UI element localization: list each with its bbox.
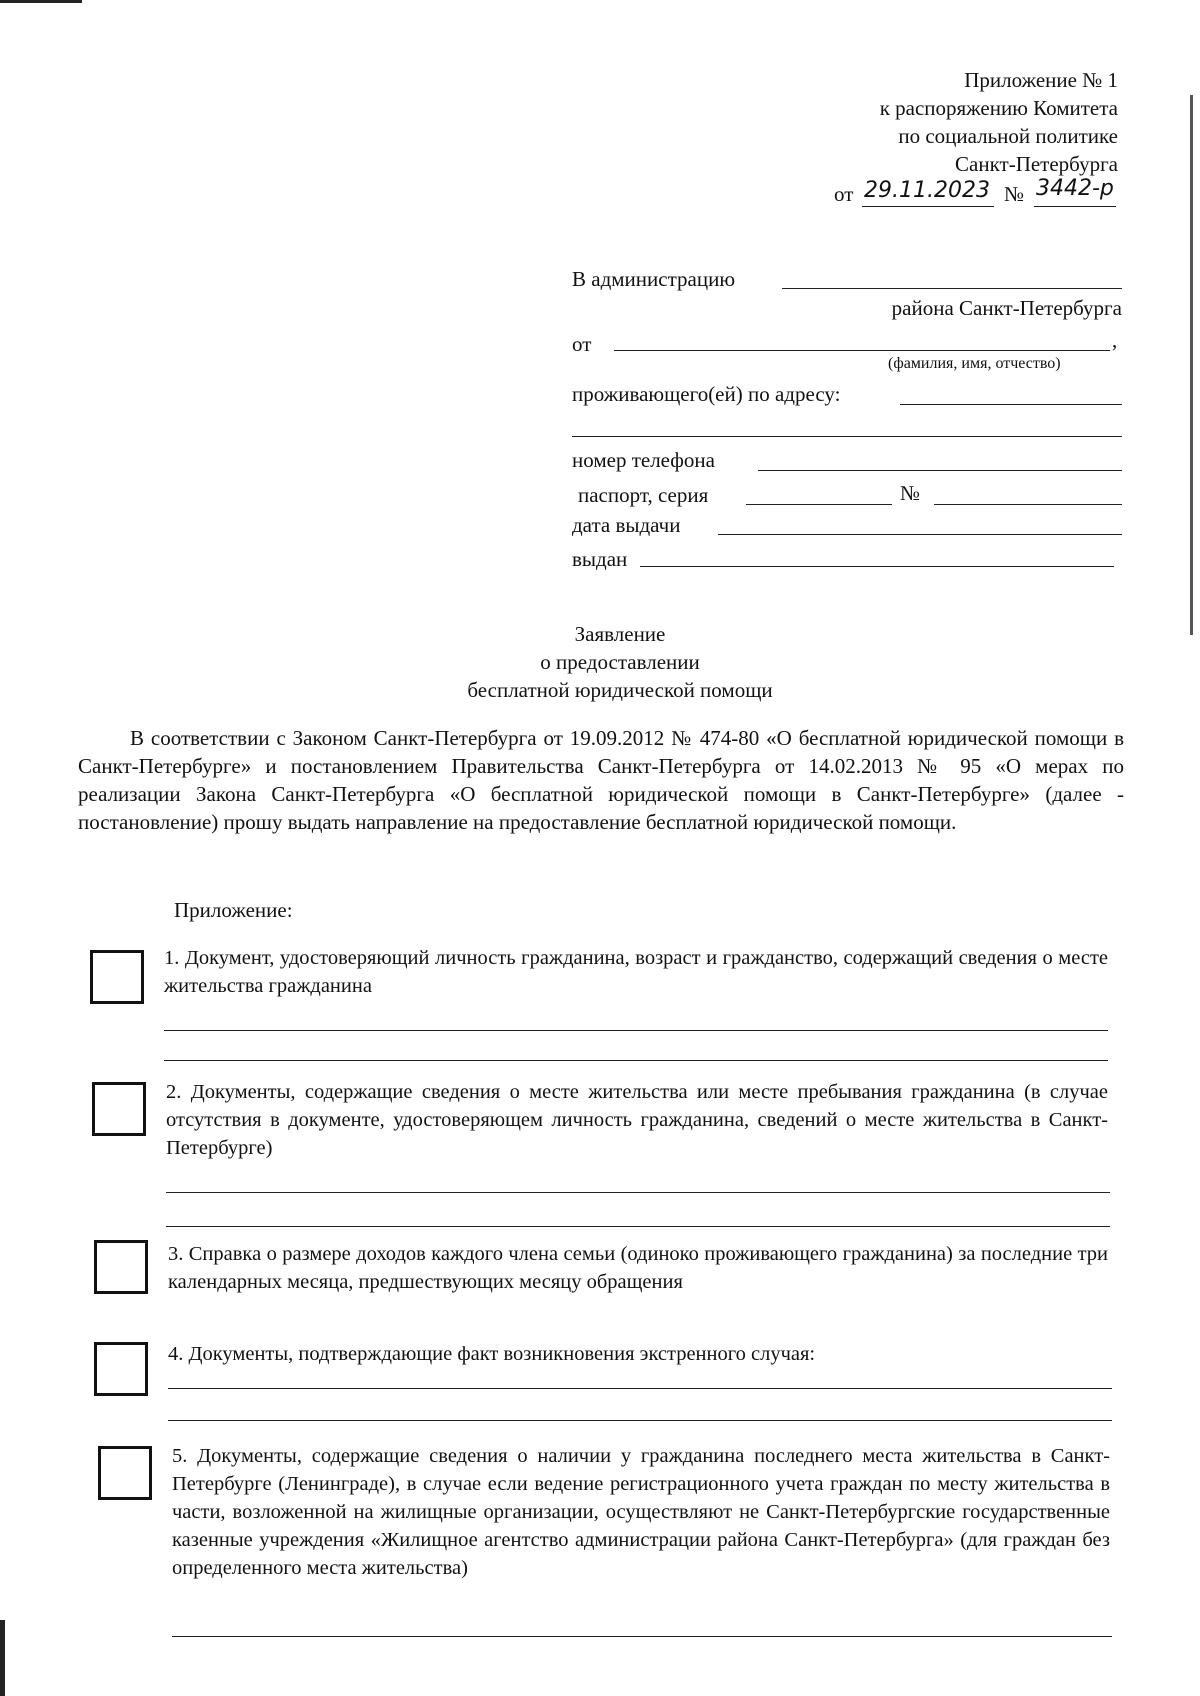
address-label: проживающего(ей) по адресу:	[572, 382, 841, 406]
attachment-2-line-1[interactable]	[166, 1192, 1110, 1193]
from-label: от	[572, 332, 592, 356]
address-field-line-1[interactable]	[900, 404, 1122, 405]
appendix-number-underline	[1034, 206, 1116, 207]
admin-field-line[interactable]	[782, 288, 1122, 289]
attachment-3-checkbox[interactable]	[94, 1240, 148, 1294]
appendix-date-value: 29.11.2023	[864, 178, 990, 203]
scan-mark-right-edge	[1190, 95, 1193, 635]
from-field-hint: (фамилия, имя, отчество)	[888, 355, 1061, 372]
scan-mark-top-left	[0, 0, 82, 3]
admin-label: В администрацию	[572, 267, 736, 291]
passport-number-label: №	[900, 481, 921, 505]
appendix-city-line: Санкт-Петербурга	[955, 152, 1118, 176]
attachment-1-text: 1. Документ, удостоверяющий личность гражданина, возраст и гражданство, содержащий сведения о месте жительства гражданина	[164, 947, 1108, 997]
doc-subtitle-2: бесплатной юридической помощи	[467, 678, 773, 702]
passport-series-line[interactable]	[746, 504, 892, 505]
attachment-5-line-1[interactable]	[172, 1636, 1112, 1637]
phone-field-line[interactable]	[758, 470, 1122, 471]
attachment-2-checkbox[interactable]	[92, 1082, 146, 1136]
from-field-line[interactable]	[614, 350, 1110, 351]
district-label: района Санкт-Петербурга	[891, 296, 1122, 320]
appendix-number-prefix: №	[1004, 182, 1025, 206]
phone-label: номер телефона	[572, 448, 715, 472]
passport-series-label: паспорт, серия	[578, 483, 709, 507]
address-field-line-2[interactable]	[572, 436, 1122, 437]
attachment-1-line-2[interactable]	[164, 1060, 1108, 1061]
issued-by-label: выдан	[572, 547, 628, 571]
attachment-3-text: 3. Справка о размере доходов каждого члена семьи (одиноко проживающего гражданина) за последние три календарных месяца, предшествующих месяцу обращения	[168, 1243, 1108, 1293]
appendix-date-prefix: от	[834, 182, 854, 206]
appendix-date-underline	[862, 206, 994, 207]
issued-by-line[interactable]	[640, 566, 1114, 567]
appendix-number: Приложение № 1	[964, 68, 1118, 92]
appendix-order-line: к распоряжению Комитета	[879, 96, 1118, 120]
from-comma: ,	[1112, 328, 1118, 352]
attachment-5-checkbox[interactable]	[98, 1446, 152, 1500]
attachment-4-text: 4. Документы, подтверждающие факт возникновения экстренного случая:	[168, 1343, 816, 1365]
issue-date-label: дата выдачи	[572, 513, 681, 537]
attachment-4-checkbox[interactable]	[94, 1342, 148, 1396]
attachment-4-line-2[interactable]	[168, 1420, 1112, 1421]
attachments-label: Приложение:	[174, 898, 293, 922]
request-paragraph: В соответствии с Законом Санкт-Петербурга от 19.09.2012 № 474-80 «О бесплатной юридической помощи в Санкт-Петербурге» и постановлением Правительства Санкт-Петербурга от 14.02.2013 № 95 «О мерах по реализации Закона Санкт-Петербурга «О бесплатной юридической помощи в Санкт-Петербурге» (далее - постановление) прошу выдать направление на предоставление бесплатной юридической помощи.	[78, 726, 1124, 834]
attachment-5-text: 5. Документы, содержащие сведения о наличии у гражданина последнего места жительства в Санкт-Петербурге (Ленинграде), в случае если ведение регистрационного учета граждан по месту жительства в части, возложенной на жилищные организации, осуществляют не Санкт-Петербургские государственные казенные учреждения «Жилищное агентство администрации района Санкт-Петербурга» (для граждан без определенного места жительства)	[172, 1445, 1110, 1579]
appendix-committee-line: по социальной политике	[898, 124, 1118, 148]
attachment-2-text: 2. Документы, содержащие сведения о месте жительства или месте пребывания гражданина (в случае отсутствия в документе, удостоверяющем личность гражданина, сведений о месте жительства в Санкт-Петербурге)	[166, 1081, 1108, 1159]
appendix-number-value: 3442-р	[1036, 176, 1114, 201]
attachment-2-line-2[interactable]	[166, 1226, 1110, 1227]
attachment-1-line-1[interactable]	[164, 1030, 1108, 1031]
passport-number-line[interactable]	[934, 504, 1122, 505]
attachment-4-line-1[interactable]	[168, 1388, 1112, 1389]
scan-mark-bottom-left	[0, 1620, 5, 1696]
attachment-1-checkbox[interactable]	[90, 950, 144, 1004]
doc-title: Заявление	[574, 622, 666, 646]
doc-subtitle-1: о предоставлении	[540, 650, 700, 674]
issue-date-line[interactable]	[718, 534, 1122, 535]
